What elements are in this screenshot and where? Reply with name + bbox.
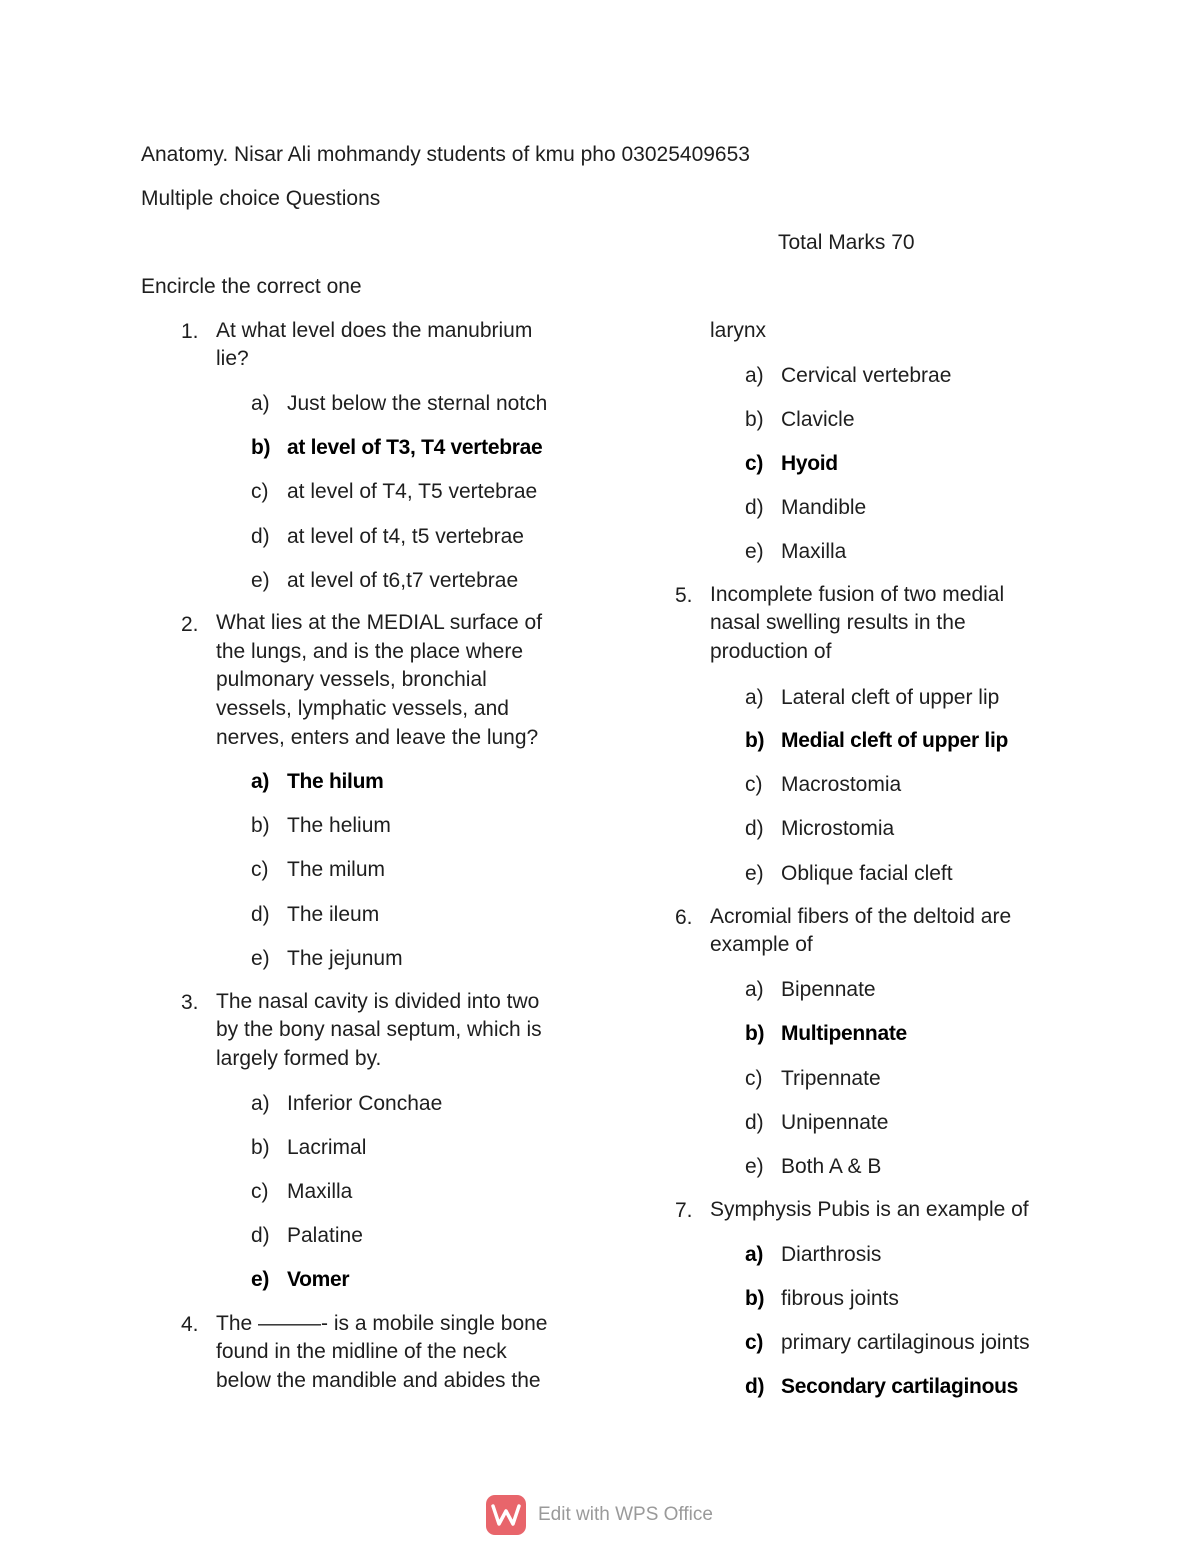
question-text-line: by the bony nasal septum, which is xyxy=(216,1018,542,1041)
question-number: 1. xyxy=(181,320,199,343)
question-text-line: The ———- is a mobile single bone xyxy=(216,1312,548,1335)
document-page: Anatomy. Nisar Ali mohmandy students of kmu pho 03025409653 Multiple choice Questions Total Marks 70 Encircle the correct one 1. At what level does the manubrium lie? a) Just below the sternal notch b) at level of T3, T4 vertebrae c) at level of T4, T5 vertebrae d) at level of t4, t5 vertebrae e) at level of t6,t7 vertebrae 2. What lies at the MEDIAL surface of the lungs, and is the place where pulmonary vessels, bronchial vessels, lymphatic vessels, and nerves, enters and leave the lung? a) The hilum b) The helium c) The milum d) The ileum e) The jejunum 3. The nasal cavity is divided into two by the bony nasal septum, which is largely formed by. a) Inferior Conchae b) Lacrimal c) Maxilla d) Palatine e) Vomer 4. The ———- is a mobile single bone found in the midline of the neck below the mandible and abides the larynx a) Cervical vertebrae b) Clavicle c) Hyoid d) Mandible e) Maxilla 5. Incomplete fusion of two medial nasal swelling results in the production of a) Lateral cleft of upper lip b) Medial cleft of upper lip c) Macrostomia d) Microstomia e) Oblique facial cleft 6. Acromial fibers of the deltoid are example of a) Bipennate b) Multipennate c) Tripennate d) Unipennate e) Both A & B 7. Symphysis Pubis is an example of a) Diarthrosis b) fibrous joints c) primary cartilaginous joints d) Secondary cartilaginous Edit with WPS Office xyxy=(0,0,1200,1553)
question-number: 3. xyxy=(181,991,199,1014)
question-text-line: What lies at the MEDIAL surface of xyxy=(216,611,543,634)
question-number: 4. xyxy=(181,1313,199,1336)
document-title: Anatomy. Nisar Ali mohmandy students of kmu pho 03025409653 xyxy=(141,143,750,166)
question-text-line: nerves, enters and leave the lung? xyxy=(216,726,539,749)
question-text-line: found in the midline of the neck xyxy=(216,1340,507,1363)
document-subtitle: Multiple choice Questions xyxy=(141,187,381,210)
question-text-line: example of xyxy=(710,933,813,956)
question-text-line: pulmonary vessels, bronchial xyxy=(216,668,487,691)
question-text-line: nasal swelling results in the xyxy=(710,611,966,634)
question-text-line: the lungs, and is the place where xyxy=(216,640,524,663)
question-text-line: The nasal cavity is divided into two xyxy=(216,990,540,1013)
question-number: 6. xyxy=(675,906,693,929)
question-text-continuation: larynx xyxy=(710,319,767,342)
question-text-line: vessels, lymphatic vessels, and xyxy=(216,697,509,720)
wps-watermark-text: Edit with WPS Office xyxy=(538,1504,713,1525)
wps-logo-icon xyxy=(486,1495,526,1535)
question-text-line: largely formed by. xyxy=(216,1047,382,1070)
question-number: 7. xyxy=(675,1199,693,1222)
question-text-line: At what level does the manubrium xyxy=(216,319,533,342)
question-number: 5. xyxy=(675,584,693,607)
question-text-line: lie? xyxy=(216,347,249,370)
question-number: 2. xyxy=(181,613,199,636)
question-text-line: Incomplete fusion of two medial xyxy=(710,583,1005,606)
question-text-line: Acromial fibers of the deltoid are xyxy=(710,905,1012,928)
question-text-line: below the mandible and abides the xyxy=(216,1369,541,1392)
wps-w-glyph xyxy=(491,1503,521,1527)
wps-watermark[interactable] xyxy=(486,1493,713,1537)
total-marks: Total Marks 70 xyxy=(778,231,915,254)
question-text-line: production of xyxy=(710,640,832,663)
instruction-text: Encircle the correct one xyxy=(141,275,362,298)
question-text-line: Symphysis Pubis is an example of xyxy=(710,1198,1029,1221)
